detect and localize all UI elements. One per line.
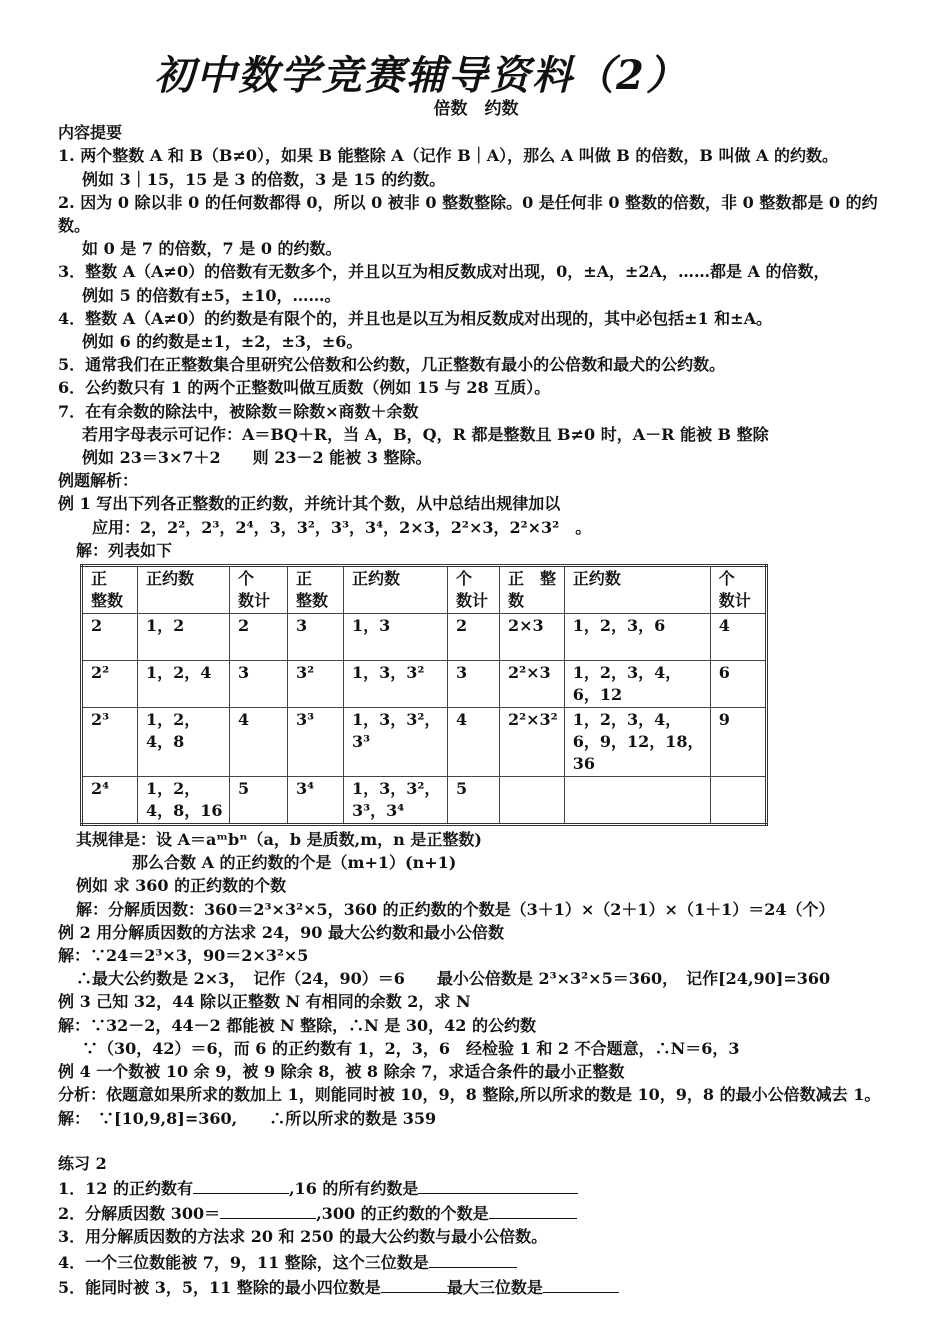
practice-q1-part-a: 1．12 的正约数有 — [58, 1178, 193, 1198]
table-cell: 2² — [82, 661, 138, 708]
answer-blank[interactable] — [220, 1200, 316, 1219]
table-cell: 1，2，4 — [138, 661, 230, 708]
table-header-cell: 个 数计 — [448, 566, 500, 614]
table-cell: 2³ — [82, 708, 138, 777]
practice-q2 — [58, 1200, 894, 1225]
practice-q1 — [58, 1175, 894, 1200]
practice-q3: 3．用分解质因数的方法求 20 和 250 的最大公约数与最小公倍数。 — [58, 1227, 548, 1247]
table-cell: 2×3 — [500, 614, 565, 661]
summary-line-2: 例如 3｜15，15 是 3 的倍数，3 是 15 的约数。 — [82, 169, 446, 189]
table-header-cell: 正 整数 — [500, 566, 565, 614]
practice-q4-part-a: 4．一个三位数能被 7，9，11 整除，这个三位数是 — [58, 1252, 429, 1272]
rule-solution: 解：分解质因数：360＝2³×3²×5，360 的正约数的个数是（3＋1）×（2＋1）×（1＋1）＝24（个） — [76, 899, 835, 919]
summary-line-10: 6．公约数只有 1 的两个正整数叫做互质数（例如 15 与 28 互质）。 — [58, 378, 551, 398]
table-cell — [710, 777, 766, 825]
table-cell: 3⁴ — [288, 777, 344, 825]
table-row — [82, 661, 767, 708]
practice-q5-part-a: 5．能同时被 3，5，11 整除的最小四位数是 — [58, 1277, 381, 1297]
example-2-solution-1: 解：∵24＝2³×3，90＝2×3²×5 — [58, 946, 309, 966]
divisor-table — [80, 564, 768, 826]
table-cell: 2⁴ — [82, 777, 138, 825]
practice-heading: 练习 2 — [58, 1153, 107, 1173]
summary-line-9: 5．通常我们在正整数集合里研究公倍数和公约数，几正整数有最小的公倍数和最犬的公约数。 — [58, 355, 726, 375]
answer-blank[interactable] — [193, 1175, 289, 1194]
table-header-cell: 个 数计 — [710, 566, 766, 614]
practice-q5 — [58, 1274, 894, 1299]
example-3-question: 例 3 己知 32，44 除以正整数 N 有相同的余数 2，求 N — [58, 992, 471, 1012]
examples-heading: 例题解析： — [58, 471, 139, 491]
table-cell: 3 — [448, 661, 500, 708]
table-cell: 3 — [288, 614, 344, 661]
summary-line-13: 例如 23＝3×7＋2 则 23－2 能被 3 整除。 — [82, 448, 432, 468]
summary-line-5: 3．整数 A（A≠0）的倍数有无数多个，并且以互为相反数成对出现，0，±A，±2A，……都是 A 的倍数， — [58, 262, 830, 282]
practice-q2-part-b: ,300 的正约数的个数是 — [316, 1204, 489, 1224]
summary-line-7: 4．整数 A（A≠0）的约数是有限个的，并且也是以互为相反数成对出现的，其中必包括±1 和±A。 — [58, 308, 773, 328]
table-cell: 1，3，3²，3³ — [344, 708, 448, 777]
answer-blank[interactable] — [489, 1200, 577, 1219]
summary-line-11: 7．在有余数的除法中，被除数＝除数×商数＋余数 — [58, 401, 419, 421]
practice-q5-part-b: 最大三位数是 — [446, 1277, 543, 1297]
summary-line-1: 1. 两个整数 A 和 B（B≠0），如果 B 能整除 A（记作 B｜A），那么 A 叫做 B 的倍数，B 叫做 A 的约数。 — [58, 146, 839, 166]
rule-line-2: 那么合数 A 的正约数的个是（m+1）(n+1) — [132, 853, 457, 873]
answer-blank[interactable] — [381, 1274, 447, 1293]
table-header-cell: 正 整数 — [288, 566, 344, 614]
example-2-solution-2: ∴最大公约数是 2×3， 记作（24，90）＝6 最小公倍数是 2³×3²×5＝360， 记作[24,90]=360 — [76, 969, 831, 989]
practice-q4 — [58, 1249, 894, 1274]
answer-blank[interactable] — [429, 1249, 517, 1268]
summary-line-4: 如 0 是 7 的倍数，7 是 0 的约数。 — [82, 239, 342, 259]
table-cell: 1，3，3² — [344, 661, 448, 708]
table-row — [82, 614, 767, 661]
table-cell: 3² — [288, 661, 344, 708]
table-cell: 6 — [710, 661, 766, 708]
table-cell: 5 — [230, 777, 288, 825]
table-cell: 1，2，4，8 — [138, 708, 230, 777]
document-title: 初中数学竞赛辅导资料（2） — [154, 52, 688, 99]
table-cell: 1，2，3，4，6，12 — [564, 661, 710, 708]
table-cell: 1，2，4，8，16 — [138, 777, 230, 825]
summary-heading: 内容提要 — [58, 123, 123, 143]
example-1-apply — [58, 516, 894, 539]
summary-line-6: 例如 5 的倍数有±5，±10，……。 — [82, 285, 341, 305]
document-subtitle: 倍数 约数 — [433, 99, 519, 119]
table-cell — [500, 777, 565, 825]
practice-q1-part-b: ,16 的所有约数是 — [288, 1178, 419, 1198]
table-cell: 2 — [82, 614, 138, 661]
example-2-question: 例 2 用分解质因数的方法求 24，90 最大公约数和最小公倍数 — [58, 922, 504, 942]
table-header-cell: 个 数计 — [230, 566, 288, 614]
table-header-cell: 正约数 — [344, 566, 448, 614]
table-cell: 4 — [448, 708, 500, 777]
answer-blank[interactable] — [543, 1274, 619, 1293]
summary-line-8: 例如 6 的约数是±1，±2，±3，±6。 — [82, 332, 363, 352]
rule-example: 例如 求 360 的正约数的个数 — [76, 876, 287, 896]
table-cell: 1，2，3，6 — [564, 614, 710, 661]
example-1-question: 例 1 写出下列各正整数的正约数，并统计其个数，从中总结出规律加以 — [58, 494, 561, 514]
table-cell: 5 — [448, 777, 500, 825]
table-cell: 1，3 — [344, 614, 448, 661]
table-cell: 2 — [230, 614, 288, 661]
example-3-solution-1: 解：∵32－2，44－2 都能被 N 整除，∴N 是 30，42 的公约数 — [58, 1015, 537, 1035]
table-header-cell: 正约数 — [564, 566, 710, 614]
example-4-question: 例 4 一个数被 10 余 9，被 9 除余 8，被 8 除余 7，求适合条件的最小正整数 — [58, 1062, 625, 1082]
table-header-row — [82, 566, 767, 614]
table-cell: 4 — [710, 614, 766, 661]
table-cell: 9 — [710, 708, 766, 777]
example-1-solution-label: 解：列表如下 — [76, 540, 173, 560]
table-cell: 1，2，3，4，6，9，12，18，36 — [564, 708, 710, 777]
table-cell: 2 — [448, 614, 500, 661]
table-cell: 2²×3² — [500, 708, 565, 777]
example-1-apply-suffix: 。 — [575, 517, 592, 537]
table-cell: 1，2 — [138, 614, 230, 661]
practice-q2-part-a: 2．分解质因数 300＝ — [58, 1204, 221, 1224]
table-header-cell: 正约数 — [138, 566, 230, 614]
example-4-solution: 解： ∵[10,9,8]=360, ∴所以所求的数是 359 — [58, 1108, 437, 1128]
table-cell — [564, 777, 710, 825]
example-1-apply-items: 2，2²，2³，2⁴，3，3²，3³，3⁴，2×3，2²×3，2²×3² — [140, 517, 560, 537]
table-row — [82, 708, 767, 777]
table-cell: 4 — [230, 708, 288, 777]
table-cell: 2²×3 — [500, 661, 565, 708]
rule-line-1: 其规律是：设 A＝aᵐbⁿ（a，b 是质数,m，n 是正整数) — [76, 830, 482, 850]
example-4-analysis: 分析：依题意如果所求的数加上 1，则能同时被 10，9，8 整除,所以所求的数是 10，9，8 的最小公倍数减去 1。 — [58, 1085, 881, 1105]
table-cell: 3³ — [288, 708, 344, 777]
example-3-solution-2: ∵（30，42）＝6，而 6 的正约数有 1，2，3，6 经检验 1 和 2 不合题意，∴N＝6，3 — [82, 1038, 740, 1058]
table-cell: 1，3，3²，3³，3⁴ — [344, 777, 448, 825]
summary-line-12: 若用字母表示可记作：A＝BQ＋R，当 A，B，Q，R 都是整数且 B≠0 时，A－R 能被 B 整除 — [82, 424, 769, 444]
table-header-cell: 正 整数 — [82, 566, 138, 614]
example-1-apply-prefix: 应用： — [92, 517, 141, 537]
table-row — [82, 777, 767, 825]
answer-blank[interactable] — [418, 1175, 578, 1194]
table-cell: 3 — [230, 661, 288, 708]
summary-line-3: 2. 因为 0 除以非 0 的任何数都得 0，所以 0 被非 0 整数整除。0 是任何非 0 整数的倍数，非 0 整数都是 0 的约数。 — [58, 192, 878, 236]
